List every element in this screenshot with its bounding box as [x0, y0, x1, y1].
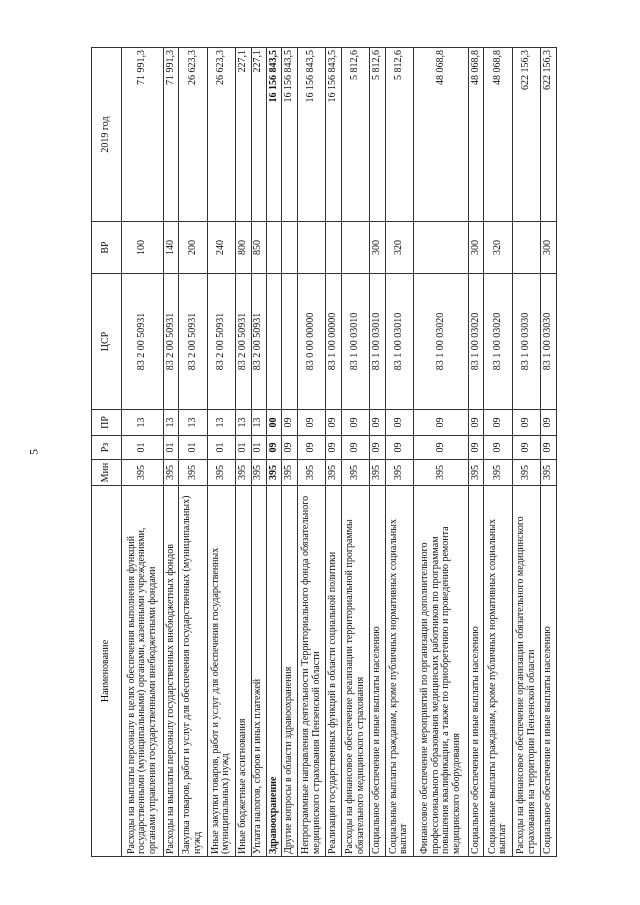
cell-name: Расходы на выплаты персоналу государственных внебюджетных фондов	[163, 486, 178, 857]
cell-name: Закупка товаров, работ и услуг для обеспечения государственных (муниципальных) нужд	[179, 486, 208, 857]
cell-rz: 01	[122, 436, 164, 460]
cell-vr	[414, 222, 469, 274]
cell-vr: 240	[207, 222, 236, 274]
cell-csr: 83 1 00 03020	[414, 274, 469, 410]
budget-table	[91, 47, 557, 857]
cell-min: 395	[251, 460, 266, 486]
cell-csr: 83 1 00 03020	[468, 274, 483, 410]
cell-min: 395	[468, 460, 483, 486]
cell-pr: 09	[484, 410, 513, 436]
cell-rz: 01	[236, 436, 251, 460]
cell-amount: 48 068,8	[484, 48, 513, 222]
cell-vr	[512, 222, 541, 274]
cell-csr: 83 1 00 00000	[326, 274, 341, 410]
cell-vr: 850	[251, 222, 266, 274]
cell-csr: 83 2 00 50931	[236, 274, 251, 410]
cell-min: 395	[541, 460, 557, 486]
cell-name: Другие вопросы в области здравоохранения	[282, 486, 297, 857]
header-csr: ЦСР	[92, 274, 122, 410]
cell-pr: 09	[385, 410, 414, 436]
cell-pr: 09	[282, 410, 297, 436]
table-row	[484, 48, 513, 857]
cell-csr: 83 1 00 03030	[512, 274, 541, 410]
cell-name: Социальное обеспечение и иные выплаты населению	[468, 486, 483, 857]
cell-rz: 09	[541, 436, 557, 460]
cell-name: Социальное обеспечение и иные выплаты населению	[541, 486, 557, 857]
cell-csr: 83 1 00 03020	[484, 274, 513, 410]
cell-vr: 200	[179, 222, 208, 274]
cell-min: 395	[385, 460, 414, 486]
cell-vr	[282, 222, 297, 274]
cell-pr: 09	[541, 410, 557, 436]
cell-vr: 300	[468, 222, 483, 274]
cell-pr: 09	[341, 410, 370, 436]
cell-name: Непрограммные направления деятельности Территориального фонда обязательного медицинского страхования Пензенской области	[297, 486, 326, 857]
cell-pr: 09	[468, 410, 483, 436]
cell-rz: 01	[179, 436, 208, 460]
cell-csr	[266, 274, 281, 410]
cell-vr	[341, 222, 370, 274]
cell-min: 395	[282, 460, 297, 486]
table-row	[385, 48, 414, 857]
cell-min: 395	[236, 460, 251, 486]
cell-name: Иные закупки товаров, работ и услуг для обеспечения государственных (муниципальных) нужд	[207, 486, 236, 857]
cell-name: Уплата налогов, сборов и иных платежей	[251, 486, 266, 857]
cell-amount: 622 156,3	[541, 48, 557, 222]
header-pr: ПР	[92, 410, 122, 436]
cell-amount: 71 991,3	[163, 48, 178, 222]
cell-min: 395	[179, 460, 208, 486]
cell-rz: 01	[251, 436, 266, 460]
table-row	[251, 48, 266, 857]
cell-amount: 16 156 843,5	[266, 48, 281, 222]
cell-name: Реализация государственных функций в области социальной политики	[326, 486, 341, 857]
cell-rz: 01	[163, 436, 178, 460]
cell-pr: 13	[179, 410, 208, 436]
cell-csr: 83 1 00 03010	[341, 274, 370, 410]
table-row	[163, 48, 178, 857]
header-year: 2019 год	[92, 48, 122, 222]
cell-vr	[266, 222, 281, 274]
cell-amount: 5 812,6	[370, 48, 385, 222]
cell-rz: 09	[370, 436, 385, 460]
cell-name: Здравоохранение	[266, 486, 281, 857]
cell-vr	[297, 222, 326, 274]
cell-pr: 13	[251, 410, 266, 436]
cell-pr: 09	[326, 410, 341, 436]
cell-rz: 09	[326, 436, 341, 460]
cell-name: Расходы на финансовое обеспечение реализации территориальной программы обязательного медицинского страхования	[341, 486, 370, 857]
cell-csr: 83 2 00 50931	[179, 274, 208, 410]
cell-min: 395	[297, 460, 326, 486]
cell-rz: 09	[414, 436, 469, 460]
cell-min: 395	[163, 460, 178, 486]
cell-csr: 83 2 00 50931	[163, 274, 178, 410]
table-row	[512, 48, 541, 857]
cell-vr: 300	[370, 222, 385, 274]
cell-pr: 09	[414, 410, 469, 436]
cell-amount: 26 623,3	[207, 48, 236, 222]
cell-pr: 13	[236, 410, 251, 436]
cell-name: Социальное обеспечение и иные выплаты населению	[370, 486, 385, 857]
table-row	[341, 48, 370, 857]
cell-min: 395	[512, 460, 541, 486]
cell-min: 395	[370, 460, 385, 486]
cell-min: 395	[484, 460, 513, 486]
cell-min: 395	[414, 460, 469, 486]
cell-amount: 26 623,3	[179, 48, 208, 222]
cell-rz: 09	[282, 436, 297, 460]
cell-amount: 16 156 843,5	[282, 48, 297, 222]
table-row	[414, 48, 469, 857]
cell-pr: 00	[266, 410, 281, 436]
cell-csr: 83 1 00 03010	[370, 274, 385, 410]
cell-rz: 09	[341, 436, 370, 460]
cell-pr: 13	[122, 410, 164, 436]
table-row	[179, 48, 208, 857]
cell-name: Расходы на финансовое обеспечение организации обязательного медицинского страхования на территории Пензенской области	[512, 486, 541, 857]
cell-rz: 09	[266, 436, 281, 460]
table-row	[370, 48, 385, 857]
table-row	[326, 48, 341, 857]
cell-amount: 48 068,8	[414, 48, 469, 222]
cell-rz: 09	[512, 436, 541, 460]
budget-table-container	[91, 48, 557, 857]
cell-amount: 71 991,3	[122, 48, 164, 222]
cell-vr	[326, 222, 341, 274]
cell-csr: 83 2 00 50931	[251, 274, 266, 410]
cell-min: 395	[266, 460, 281, 486]
cell-rz: 09	[484, 436, 513, 460]
table-row	[297, 48, 326, 857]
cell-min: 395	[207, 460, 236, 486]
cell-amount: 16 156 843,5	[326, 48, 341, 222]
header-min: Мин	[92, 460, 122, 486]
cell-amount: 16 156 843,5	[297, 48, 326, 222]
cell-name: Социальные выплаты гражданам, кроме публичных нормативных социальных выплат	[385, 486, 414, 857]
cell-pr: 09	[297, 410, 326, 436]
table-row	[468, 48, 483, 857]
cell-vr: 320	[385, 222, 414, 274]
table-row	[122, 48, 164, 857]
cell-name: Расходы на выплаты персоналу в целях обеспечения выполнения функций государственными (муниципальными) органами, казенными учреждениями, органами управления государственными внебюджетными фондами	[122, 486, 164, 857]
cell-vr: 140	[163, 222, 178, 274]
cell-rz: 09	[468, 436, 483, 460]
table-row	[236, 48, 251, 857]
cell-pr: 13	[163, 410, 178, 436]
table-row	[207, 48, 236, 857]
table-row	[541, 48, 557, 857]
cell-amount: 5 812,6	[385, 48, 414, 222]
cell-amount: 5 812,6	[341, 48, 370, 222]
cell-csr: 83 2 00 50931	[207, 274, 236, 410]
cell-name: Социальные выплаты гражданам, кроме публичных нормативных социальных выплат	[484, 486, 513, 857]
table-row	[282, 48, 297, 857]
cell-rz: 09	[385, 436, 414, 460]
cell-min: 395	[122, 460, 164, 486]
header-rz: Рз	[92, 436, 122, 460]
cell-vr: 300	[541, 222, 557, 274]
cell-amount: 622 156,3	[512, 48, 541, 222]
cell-csr: 83 2 00 50931	[122, 274, 164, 410]
cell-vr: 320	[484, 222, 513, 274]
header-name: Наименование	[92, 486, 122, 857]
cell-vr: 800	[236, 222, 251, 274]
header-vr: ВР	[92, 222, 122, 274]
cell-csr	[282, 274, 297, 410]
cell-name: Иные бюджетные ассигнования	[236, 486, 251, 857]
table-header-row	[92, 48, 122, 857]
cell-csr: 83 1 00 03030	[541, 274, 557, 410]
page-number: 5	[26, 449, 41, 455]
cell-amount: 227,1	[236, 48, 251, 222]
cell-min: 395	[341, 460, 370, 486]
cell-min: 395	[326, 460, 341, 486]
cell-name: Финансовое обеспечение мероприятий по организации дополнительного профессионального образования медицинских работников по программам повышения квалификации, а также по приобретению и проведению ремонта медицинского оборудования	[414, 486, 469, 857]
cell-rz: 09	[297, 436, 326, 460]
table-row	[266, 48, 281, 857]
cell-pr: 09	[512, 410, 541, 436]
cell-pr: 13	[207, 410, 236, 436]
cell-csr: 83 0 00 00000	[297, 274, 326, 410]
cell-csr: 83 1 00 03010	[385, 274, 414, 410]
cell-vr: 100	[122, 222, 164, 274]
cell-pr: 09	[370, 410, 385, 436]
cell-amount: 48 068,8	[468, 48, 483, 222]
cell-amount: 227,1	[251, 48, 266, 222]
cell-rz: 01	[207, 436, 236, 460]
